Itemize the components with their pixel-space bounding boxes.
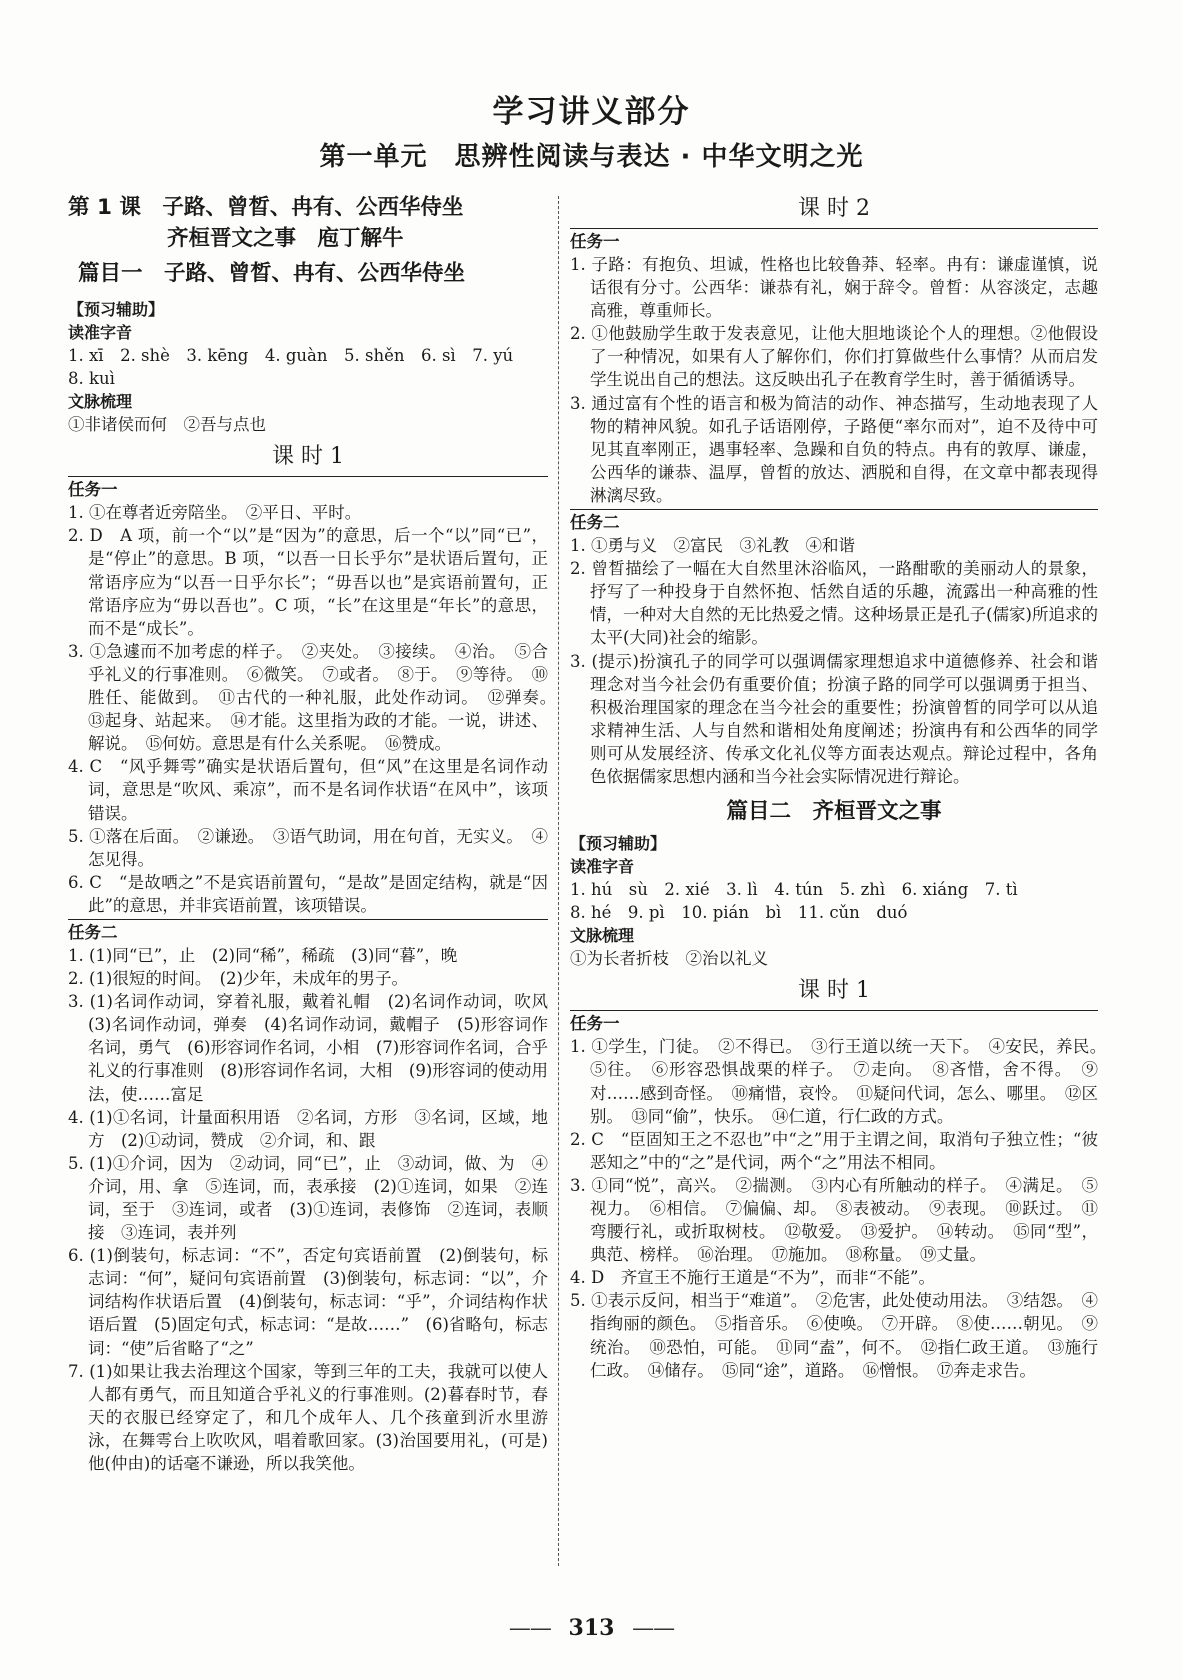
unit-title: 第一单元 思辨性阅读与表达 · 中华文明之光 — [319, 142, 864, 172]
answer-item: 2. (1)很短的时间。 (2)少年，未成年的男子。 — [68, 969, 408, 989]
answer-item: 5. (1)①介词，因为 ②动词，同“已”，止 ③动词，做、为 ④介词，用、拿 ⑤连词，而，表承接 (2)①连词，如果 ②连词，至于 ③连词，或者 (3)①连词，表修饰 ②连词，表顺接 ③连词，表并列 — [68, 1153, 548, 1243]
preview-heading: 【预习辅助】 — [570, 834, 667, 854]
footer-dash-right: —— — [632, 1616, 675, 1641]
text-outline-heading: 文脉梳理 — [570, 926, 635, 946]
pronunciation-line: 1. xī 2. shè 3. kēng 4. guàn 5. shěn 6. sì 7. yú — [68, 346, 514, 365]
task-heading: 任务一 — [68, 476, 548, 501]
task-heading: 任务一 — [570, 1010, 1098, 1035]
answer-item: 4. D 齐宣王不施行王道是“不为”，而非“不能”。 — [570, 1268, 935, 1288]
answer-item: 2. ①他鼓励学生敢于发表意见，让他大胆地谈论个人的理想。②他假设了一种情况，如果有人了解你们，你们打算做些什么事情？从而启发学生说出自己的想法。这反映出孔子在教育学生时，善于循循诱导。 — [570, 324, 1098, 390]
pronunciation-heading: 读准字音 — [570, 857, 635, 877]
answer-item: 6. (1)倒装句，标志词：“不”，否定句宾语前置 (2)倒装句，标志词：“何”，疑问句宾语前置 (3)倒装句，标志词：“以”，介词结构作状语后置 (4)倒装句，标志词：“乎”，介词结构作状语后置 (5)固定句式，标志词：“是故……” (6)省略句，标志词：“使”后省略了“之” — [68, 1246, 548, 1358]
left-column — [68, 192, 565, 1475]
answer-item: 2. 曾晳描绘了一幅在大自然里沐浴临风，一路酣歌的美丽动人的景象，抒写了一种投身于自然怀抱、恬然自适的乐趣，流露出一种高雅的性情，一种对大自然的无比热爱之情。这种场景正是孔子(儒家)所追求的太平(大同)社会的缩影。 — [570, 559, 1098, 648]
pronunciation-heading: 读准字音 — [68, 323, 133, 342]
answer-item: 3. (1)名词作动词，穿着礼服，戴着礼帽 (2)名词作动词，吹风 (3)名词作动词，弹奏 (4)名词作动词，戴帽子 (5)形容词作名词，勇气 (6)形容词作名词，小相 (7)形容词作名词，合乎礼义的行事准则 (8)形容词作名词，大相 (9)形容词的使动用法，使……富足 — [68, 992, 565, 1104]
answer-item: 1. 子路：有抱负、坦诚，性格也比较鲁莽、轻率。冉有：谦虚谨慎，说话很有分寸。公西华：谦恭有礼，娴于辞令。曾晳：从容淡定，志趣高雅，尊重师长。 — [570, 255, 1098, 321]
text-outline-heading: 文脉梳理 — [68, 392, 133, 412]
right-column — [570, 192, 1115, 1382]
task-heading: 任务二 — [68, 919, 548, 944]
lesson-title-line2: 齐桓晋文之事 庖丁解牛 — [167, 226, 404, 251]
section-title-pian1: 篇目一 子路、曾晳、冉有、公西华侍坐 — [78, 261, 466, 286]
page-footer — [0, 1615, 1183, 1641]
footer-dash-left: —— — [508, 1616, 551, 1641]
lesson-title — [68, 192, 548, 254]
answer-item: 5. ①落在后面。 ②谦逊。 ③语气助词，用在句首，无实义。 ④怎见得。 — [68, 826, 548, 869]
answer-item: 1. (1)同“已”，止 (2)同“稀”，稀疏 (3)同“暮”，晚 — [68, 945, 458, 965]
answer-item: 1. ①勇与义 ②富民 ③礼教 ④和谐 — [570, 536, 855, 556]
answer-item: 3. (提示)扮演孔子的同学可以强调儒家理想追求中道德修养、社会和谐理念对当今社会仍有重要价值；扮演子路的同学可以强调勇于担当、积极治理国家的理念在当今社会的重要性；扮演曾晳的同学可以从追求精神生活、人与自然和谐相处角度阐述；扮演冉有和公西华的同学则可从发展经济、传承文化礼仪等方面表达观点。辩论过程中，各角色依据儒家思想内涵和当今社会实际情况进行辩论。 — [570, 651, 1098, 786]
period-title: 课 时 1 — [272, 444, 344, 470]
answer-item: 2. D A 项，前一个“以”是“因为”的意思，后一个“以”同“已”，是“停止”的意思。B 项，“以吾一日长乎尔”是状语后置句，正常语序应为“以吾一日乎尔长”；“毋吾以也”是宾语前置句，正常语序应为“毋以吾也”。C 项，“长”在这里是“年长”的意思，而不是“成长”。 — [68, 526, 548, 638]
answer-item: 1. ①在尊者近旁陪坐。 ②平日、平时。 — [68, 503, 362, 523]
lesson-title-line1: 第 1 课 子路、曾晳、冉有、公西华侍坐 — [68, 195, 464, 220]
answer-item: 3. ①急遽而不加考虑的样子。 ②夹处。 ③接续。 ④治。 ⑤合乎礼义的行事准则。 ⑥微笑。 ⑦或者。 ⑧于。 ⑨等待。 ⑩胜任、能做到。 ⑪古代的一种礼服，此处作动词。 ⑫弹奏。 ⑬起身、站起来。 ⑭才能。这里指为政的才能。一说，讲述、解说。 ⑮何妨。意思是有什么关系呢。 ⑯赞成。 — [68, 641, 565, 754]
answer-item: 6. C “是故哂之”不是宾语前置句，“是故”是固定结构，就是“因此”的意思，并非宾语前置，该项错误。 — [68, 872, 548, 915]
answer-item: 3. 通过富有个性的语言和极为简洁的动作、神态描写，生动地表现了人物的精神风貌。如孔子话语刚停，子路便“率尔而对”，迫不及待中可见其直率刚正，遇事轻率、急躁和自负的特点。冉有的敦厚、谦虚，公西华的谦恭、温厚，曾晳的放达、洒脱和自得，在文章中都表现得淋漓尽致。 — [570, 393, 1098, 505]
pronunciation-line: 8. kuì — [68, 369, 115, 389]
answer-item: 2. C “臣固知王之不忍也”中“之”用于主谓之间，取消句子独立性；“彼恶知之”中的“之”是代词，两个“之”用法不相同。 — [570, 1129, 1098, 1172]
answer-item: 1. ①学生，门徒。 ②不得已。 ③行王道以统一天下。 ④安民，养民。 ⑤往。 ⑥形容恐惧战栗的样子。 ⑦走向。 ⑧吝惜，舍不得。 ⑨对……感到奇怪。 ⑩痛惜，哀怜。 ⑪疑问代词，怎么、哪里。 ⑫区别。 ⑬同“偷”，快乐。 ⑭仁道，行仁政的方式。 — [570, 1037, 1115, 1126]
preview-heading: 【预习辅助】 — [68, 300, 165, 319]
answer-item: 4. (1)①名词，计量面积用语 ②名词，方形 ③名词，区域，地方 (2)①动词，赞成 ②介词，和、跟 — [68, 1107, 548, 1150]
period-title: 课 时 1 — [798, 978, 870, 1004]
column-divider — [558, 196, 559, 1566]
answer-item: 4. C “风乎舞雩”确实是状语后置句，但“风”在这里是名词作动词，意思是“吹风、乘凉”，而不是名词作状语“在风中”，该项错误。 — [68, 757, 548, 823]
page-number: 313 — [568, 1615, 615, 1641]
task-heading: 任务一 — [570, 228, 1098, 253]
answer-item: 5. ①表示反问，相当于“难道”。 ②危害，此处使动用法。 ③结怨。 ④指绚丽的颜色。 ⑤指音乐。 ⑥使唤。 ⑦开辟。 ⑧使……朝见。 ⑨统治。 ⑩恐怕，可能。 ⑪同“盍”，何不。 ⑫指仁政王道。 ⑬施行仁政。 ⑭储存。 ⑮同“途”，道路。 ⑯憎恨。 ⑰奔走求告。 — [570, 1291, 1098, 1380]
text-outline-line: ①为长者折枝 ②治以礼义 — [570, 949, 768, 969]
document-title: 学习讲义部分 — [492, 94, 691, 130]
answer-item: 3. ①同“悦”，高兴。 ②揣测。 ③内心有所触动的样子。 ④满足。 ⑤视力。 ⑥相信。 ⑦偏偏、却。 ⑧表被动。 ⑨表现。 ⑩跃过。 ⑪弯腰行礼，或折取树枝。 ⑫敬爱。 ⑬爱护。 ⑭转动。 ⑮同“型”，典范、榜样。 ⑯治理。 ⑰施加。 ⑱称量。 ⑲丈量。 — [570, 1175, 1098, 1265]
text-outline-line: ①非诸侯而何 ②吾与点也 — [68, 415, 266, 435]
pronunciation-line: 1. hú sù 2. xié 3. lì 4. tún 5. zhì 6. xiáng 7. tì — [570, 880, 1018, 900]
answer-item: 7. (1)如果让我去治理这个国家，等到三年的工夫，我就可以使人人都有勇气，而且知道合乎礼义的行事准则。(2)暮春时节，春天的衣服已经穿定了，和几个成年人、几个孩童到沂水里游泳，在舞雩台上吹吹风，唱着歌回家。(3)治国要用礼，(可是)他(仲由)的话毫不谦逊，所以我笑他。 — [68, 1361, 548, 1474]
task-heading: 任务二 — [570, 509, 1098, 534]
period-title: 课 时 2 — [798, 196, 870, 221]
section-title-pian2: 篇目二 齐桓晋文之事 — [726, 799, 942, 825]
pronunciation-line: 8. hé 9. pì 10. pián bì 11. cǔn duó — [570, 903, 908, 923]
